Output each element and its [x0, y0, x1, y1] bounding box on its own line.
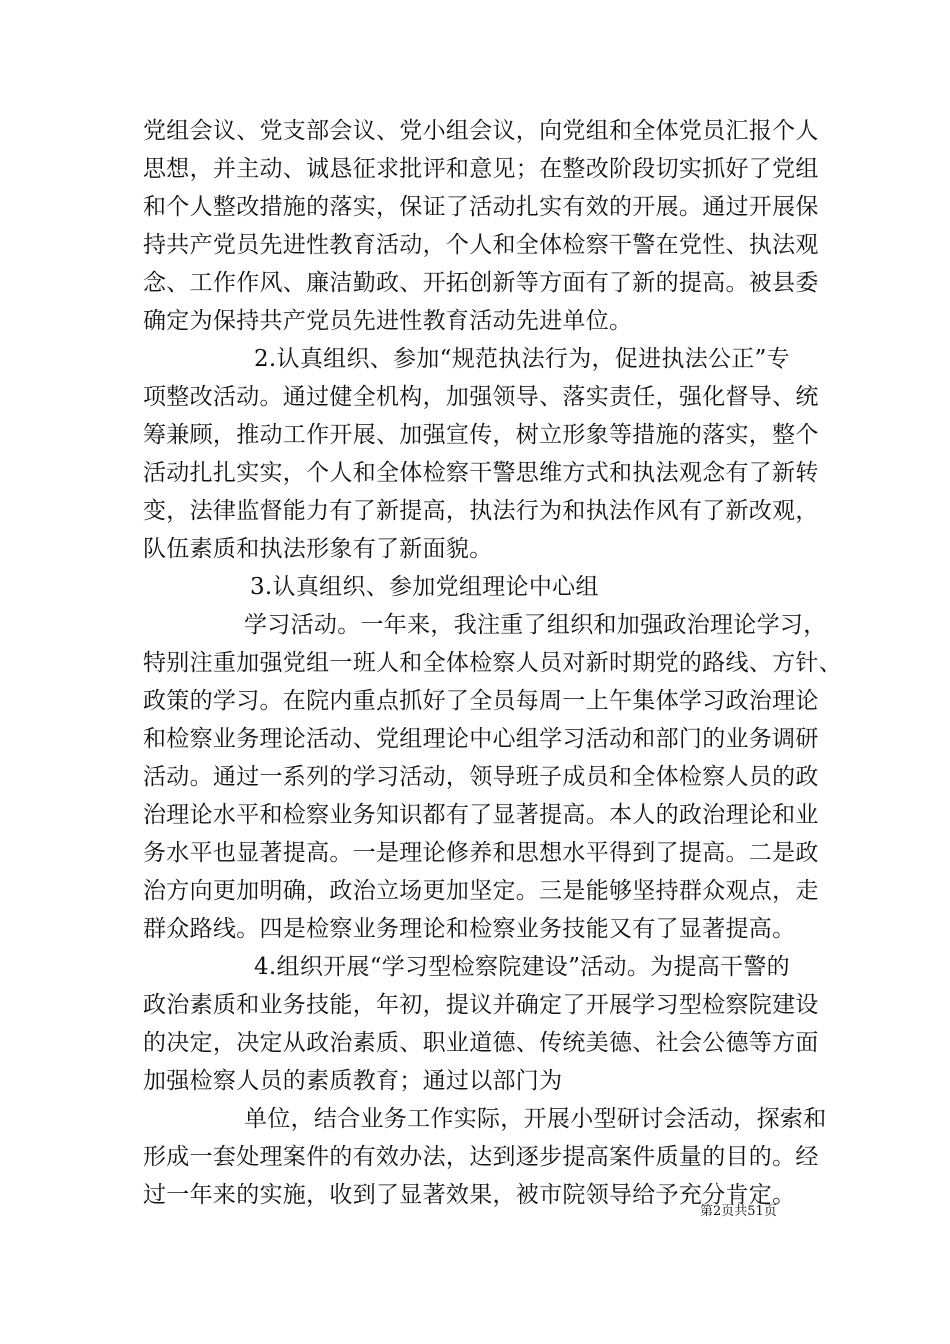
text-line: 和个人整改措施的落实，保证了活动扎实有效的开展。通过开展保	[143, 194, 819, 220]
text-line: 治理论水平和检察业务知识都有了显著提高。本人的政治理论和业	[143, 802, 819, 828]
text-line: 和检察业务理论活动、党组理论中心组学习活动和部门的业务调研	[143, 726, 819, 752]
text-line: 确定为保持共产党员先进性教育活动先进单位。	[143, 308, 633, 334]
text-line: 项整改活动。通过健全机构，加强领导、落实责任，强化督导、统	[143, 384, 819, 410]
text-line: 变，法律监督能力有了新提高，执法行为和执法作风有了新改观，	[143, 498, 819, 524]
text-line: 的决定，决定从政治素质、职业道德、传统美德、社会公德等方面	[143, 1030, 819, 1056]
text-line: 治方向更加明确，政治立场更加坚定。三是能够坚持群众观点，走	[143, 878, 819, 904]
text-line: 特别注重加强党组一班人和全体检察人员对新时期党的路线、方针、	[143, 650, 842, 676]
text-line: 过一年来的实施，收到了显著效果，被市院领导给予充分肯定。	[143, 1182, 796, 1208]
section-heading-2: 2.认真组织、参加“规范执法行为，促进执法公正”专	[254, 346, 790, 372]
text-line: 务水平也显著提高。一是理论修养和思想水平得到了提高。二是政	[143, 840, 819, 866]
text-line: 筹兼顾，推动工作开展、加强宣传，树立形象等措施的落实，整个	[143, 422, 819, 448]
text-line: 思想，并主动、诚恳征求批评和意见；在整改阶段切实抓好了党组	[143, 156, 819, 182]
text-line: 形成一套处理案件的有效办法，达到逐步提高案件质量的目的。经	[143, 1144, 819, 1170]
section-heading-3: 3.认真组织、参加党组理论中心组	[250, 574, 599, 600]
section-heading-4: 4.组织开展“学习型检察院建设”活动。为提高干警的	[254, 954, 790, 980]
text-line: 群众路线。四是检察业务理论和检察业务技能又有了显著提高。	[143, 916, 796, 942]
text-line: 念、工作作风、廉洁勤政、开拓创新等方面有了新的提高。被县委	[143, 270, 819, 296]
text-line: 学习活动。一年来，我注重了组织和加强政治理论学习，	[244, 612, 827, 638]
text-line: 政策的学习。在院内重点抓好了全员每周一上午集体学习政治理论	[143, 688, 819, 714]
text-line: 活动扎扎实实，个人和全体检察干警思维方式和执法观念有了新转	[143, 460, 819, 486]
text-line: 加强检察人员的素质教育；通过以部门为	[143, 1068, 563, 1094]
page-number-footer: 第2页共51页	[700, 1204, 777, 1219]
text-line: 队伍素质和执法形象有了新面貌。	[143, 536, 493, 562]
text-line: 单位，结合业务工作实际，开展小型研讨会活动，探索和	[244, 1106, 827, 1132]
text-line: 活动。通过一系列的学习活动，领导班子成员和全体检察人员的政	[143, 764, 819, 790]
text-line: 持共产党员先进性教育活动，个人和全体检察干警在党性、执法观	[143, 232, 819, 258]
text-line: 政治素质和业务技能，年初，提议并确定了开展学习型检察院建设	[143, 992, 819, 1018]
text-line: 党组会议、党支部会议、党小组会议，向党组和全体党员汇报个人	[143, 118, 819, 144]
